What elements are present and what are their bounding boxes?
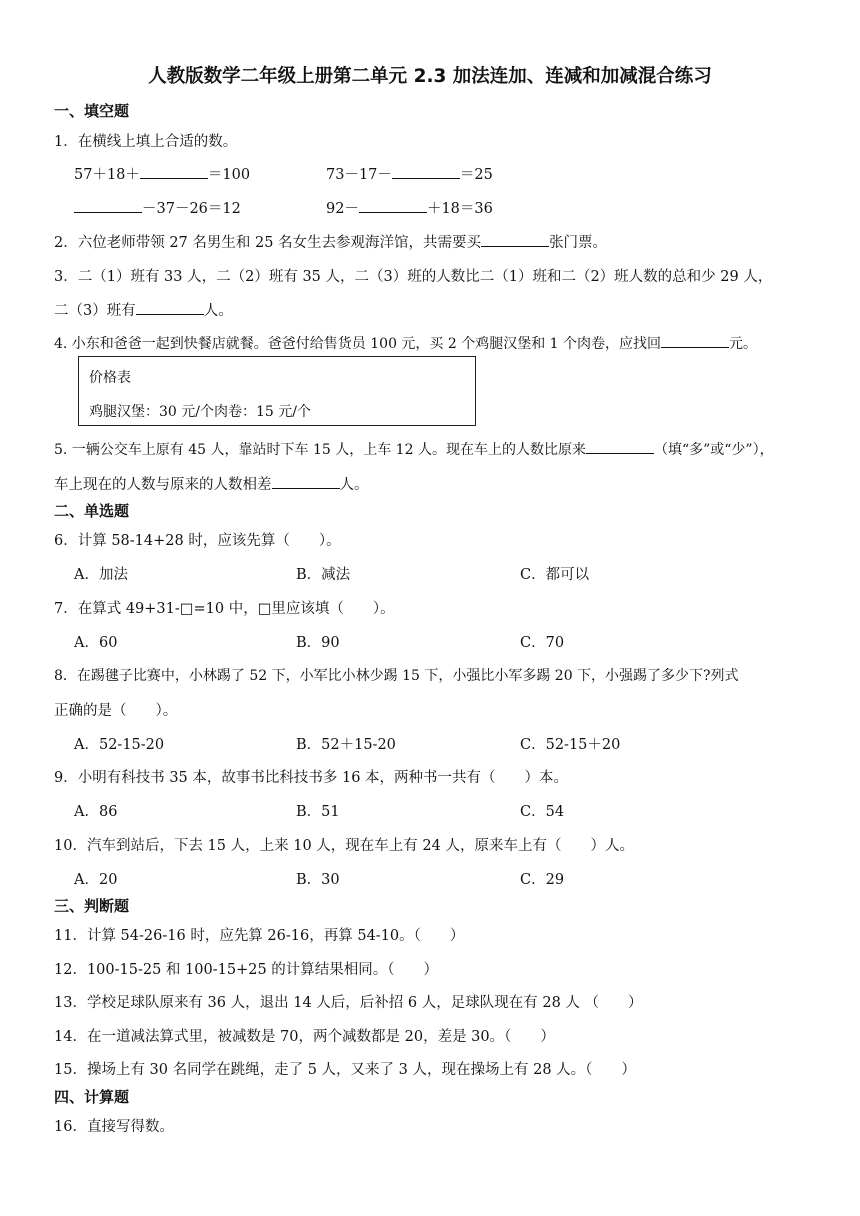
equation-text: ＋18＝36	[426, 201, 493, 217]
question-4	[54, 333, 757, 353]
question-5-line-2	[54, 473, 369, 494]
answer-blank[interactable]	[74, 198, 142, 213]
question-text: 车上现在的人数与原来的人数相差	[54, 477, 272, 493]
section-heading-calculation: 四、计算题	[54, 1088, 130, 1106]
answer-blank[interactable]	[359, 198, 427, 213]
equation-text: ＝100	[207, 167, 251, 183]
question-text: 4. 小东和爸爸一起到快餐店就餐。爸爸付给售货员 100 元，买 2 个鸡腿汉堡和 1 个肉卷，应找回	[54, 336, 662, 352]
question-15: 15．操场上有 30 名同学在跳绳，走了 5 人，又来了 3 人，现在操场上有 28 人。（ ）	[54, 1062, 636, 1078]
question-7-option-a[interactable]: A．60	[74, 635, 118, 651]
question-10-option-a[interactable]: A．20	[74, 872, 118, 888]
price-table-title: 价格表	[89, 370, 131, 386]
answer-blank[interactable]	[586, 439, 654, 454]
question-3-line-2	[54, 299, 233, 320]
question-2	[54, 231, 607, 252]
question-16: 16．直接写得数。	[54, 1119, 174, 1135]
question-6-stem: 6．计算 58-14+28 时，应该先算（ ）。	[54, 533, 341, 549]
answer-blank[interactable]	[481, 232, 549, 247]
question-12: 12．100-15-25 和 100-15+25 的计算结果相同。（ ）	[54, 962, 439, 978]
equation-text: 57＋18＋	[74, 167, 140, 183]
question-6-option-b[interactable]: B．减法	[296, 567, 351, 583]
section-heading-single-choice: 二、单选题	[54, 502, 130, 520]
section-heading-true-false: 三、判断题	[54, 897, 130, 915]
question-13: 13．学校足球队原来有 36 人，退出 14 人后，后补招 6 人，足球队现在有 28 人 （ ）	[54, 995, 643, 1011]
question-11: 11．计算 54-26-16 时，应先算 26-16，再算 54-10。（ ）	[54, 928, 465, 944]
question-text: 人。	[339, 477, 369, 493]
question-text: 人。	[203, 303, 233, 319]
question-1-equation-2	[326, 163, 493, 184]
price-table-box	[78, 356, 476, 426]
question-5-line-1	[54, 439, 774, 459]
question-1-stem: 1．在横线上填上合适的数。	[54, 134, 238, 150]
question-10-option-c[interactable]: C．29	[520, 872, 565, 888]
question-7-stem: 7．在算式 49+31-□=10 中，□里应该填（ ）。	[54, 601, 395, 617]
question-text: 张门票。	[549, 235, 608, 251]
question-text: 元。	[729, 336, 758, 352]
question-9-option-b[interactable]: B．51	[296, 804, 340, 820]
question-14: 14．在一道减法算式里，被减数是 70，两个减数都是 20，差是 30。（ ）	[54, 1029, 555, 1045]
section-heading-fill-blank: 一、填空题	[54, 102, 130, 120]
question-10-option-b[interactable]: B．30	[296, 872, 340, 888]
question-8-line-1: 8．在踢毽子比赛中，小林踢了 52 下，小军比小林少踢 15 下，小强比小军多踢 20 下，小强踢了多少下?列式	[54, 668, 739, 684]
answer-blank[interactable]	[140, 164, 208, 179]
question-1-equation-1	[74, 163, 250, 184]
answer-blank[interactable]	[272, 474, 340, 489]
answer-blank[interactable]	[136, 300, 204, 315]
question-8-option-b[interactable]: B．52＋15-20	[296, 737, 396, 753]
question-8-option-c[interactable]: C．52-15＋20	[520, 737, 621, 753]
question-7-option-b[interactable]: B．90	[296, 635, 340, 651]
question-10-stem: 10．汽车到站后，下去 15 人，上来 10 人，现在车上有 24 人，原来车上有（ ）人。	[54, 838, 634, 854]
price-table-content: 鸡腿汉堡：30 元/个肉卷：15 元/个	[89, 404, 311, 420]
question-6-option-c[interactable]: C．都可以	[520, 567, 590, 583]
question-8-line-2: 正确的是（ ）。	[54, 703, 178, 719]
answer-blank[interactable]	[392, 164, 460, 179]
question-8-option-a[interactable]: A．52-15-20	[74, 737, 165, 753]
answer-blank[interactable]	[661, 333, 729, 348]
question-3-line-1: 3．二（1）班有 33 人，二（2）班有 35 人，二（3）班的人数比二（1）班和二（2）班人数的总和少 29 人，	[54, 269, 773, 285]
question-1-equation-4	[326, 197, 493, 218]
question-text: 2．六位老师带领 27 名男生和 25 名女生去参观海洋馆，共需要买	[54, 235, 482, 251]
page-title: 人教版数学二年级上册第二单元 2.3 加法连加、连减和加减混合练习	[148, 66, 712, 87]
equation-text: －37－26＝12	[142, 201, 241, 217]
question-9-stem: 9．小明有科技书 35 本，故事书比科技书多 16 本，两种书一共有（ ）本。	[54, 770, 569, 786]
equation-text: 73－17－	[326, 167, 392, 183]
question-9-option-a[interactable]: A．86	[74, 804, 118, 820]
equation-text: 92－	[326, 201, 359, 217]
question-7-option-c[interactable]: C．70	[520, 635, 565, 651]
question-text: （填“多”或“少”），	[653, 442, 774, 458]
question-text: 二（3）班有	[54, 303, 136, 319]
question-1-equation-3	[74, 197, 241, 218]
question-text: 5. 一辆公交车上原有 45 人，靠站时下车 15 人，上车 12 人。现在车上的人数比原来	[54, 442, 586, 458]
question-9-option-c[interactable]: C．54	[520, 804, 565, 820]
question-6-option-a[interactable]: A．加法	[74, 567, 128, 583]
equation-text: ＝25	[459, 167, 493, 183]
